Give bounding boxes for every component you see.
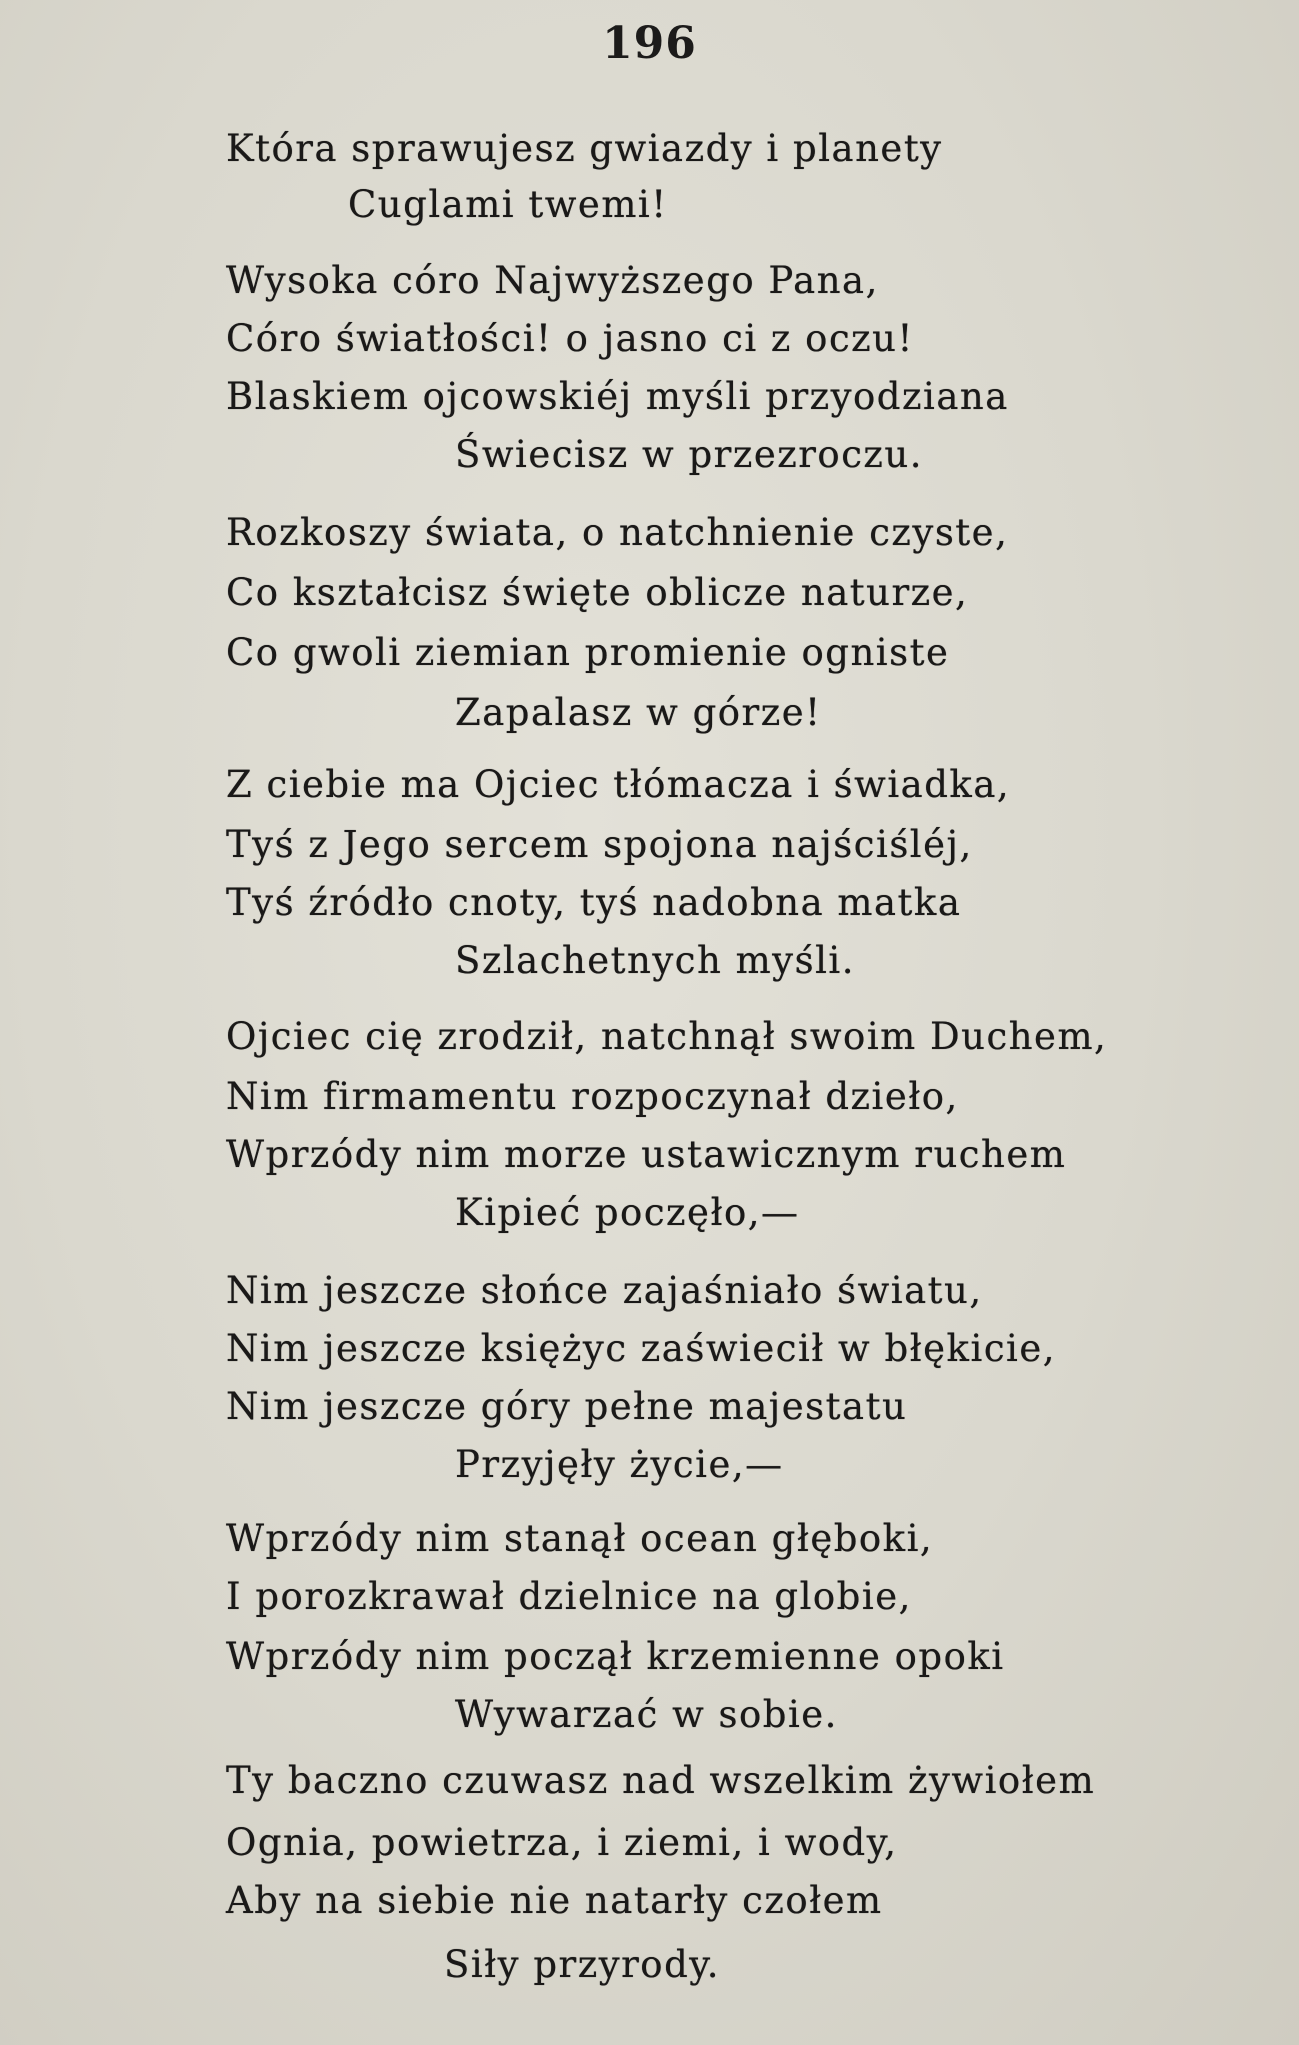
- poem-line: Wprzódy nim morze ustawicznym ruchem: [226, 1133, 1067, 1176]
- poem-line: Blaskiem ojcowskiéj myśli przyodziana: [226, 375, 1009, 418]
- poem-line: Córo światłości! o jasno ci z oczu!: [226, 317, 914, 360]
- poem-line: Nim firmamentu rozpoczynał dzieło,: [226, 1075, 959, 1118]
- poem-line: Co kształcisz święte oblicze naturze,: [226, 571, 969, 614]
- poem-line: Nim jeszcze słońce zajaśniało światu,: [226, 1269, 983, 1312]
- poem-line: Z ciebie ma Ojciec tłómacza i świadka,: [226, 763, 1011, 806]
- poem-line: Wywarzać w sobie.: [455, 1693, 838, 1736]
- poem-line: Wysoka córo Najwyższego Pana,: [226, 259, 879, 302]
- poem-line: Nim jeszcze góry pełne majestatu: [226, 1385, 908, 1428]
- poem-line: Ognia, powietrza, i ziemi, i wody,: [226, 1821, 898, 1864]
- poem-line: Wprzódy nim stanął ocean głęboki,: [226, 1517, 934, 1560]
- poem-line: Która sprawujesz gwiazdy i planety: [226, 127, 943, 170]
- poem-line: Siły przyrody.: [444, 1943, 721, 1986]
- poem-line: Zapalasz w górze!: [455, 691, 822, 734]
- poem-line: Wprzódy nim począł krzemienne opoki: [226, 1635, 1005, 1678]
- poem-line: Tyś z Jego sercem spojona najściśléj,: [226, 823, 973, 866]
- poem-line: Nim jeszcze księżyc zaświecił w błękicie,: [226, 1327, 1057, 1370]
- page-number: 196: [602, 18, 697, 69]
- poem-line: Rozkoszy świata, o natchnienie czyste,: [226, 511, 1009, 554]
- poem-line: Aby na siebie nie natarły czołem: [226, 1879, 883, 1922]
- poem-line: Świecisz w przezroczu.: [455, 433, 924, 476]
- poem-line: Kipieć poczęło,—: [455, 1191, 800, 1234]
- poem-line: Przyjęły życie,—: [455, 1443, 784, 1486]
- poem-line: Ojciec cię zrodził, natchnął swoim Duchem,: [226, 1015, 1108, 1058]
- poem-line: Cuglami twemi!: [348, 183, 668, 226]
- poem-line: Szlachetnych myśli.: [455, 939, 855, 982]
- poem-line: Ty baczno czuwasz nad wszelkim żywiołem: [226, 1759, 1096, 1802]
- poem-line: I porozkrawał dzielnice na globie,: [226, 1575, 912, 1618]
- poem-line: Tyś źródło cnoty, tyś nadobna matka: [226, 881, 962, 924]
- poem-line: Co gwoli ziemian promienie ogniste: [226, 631, 950, 674]
